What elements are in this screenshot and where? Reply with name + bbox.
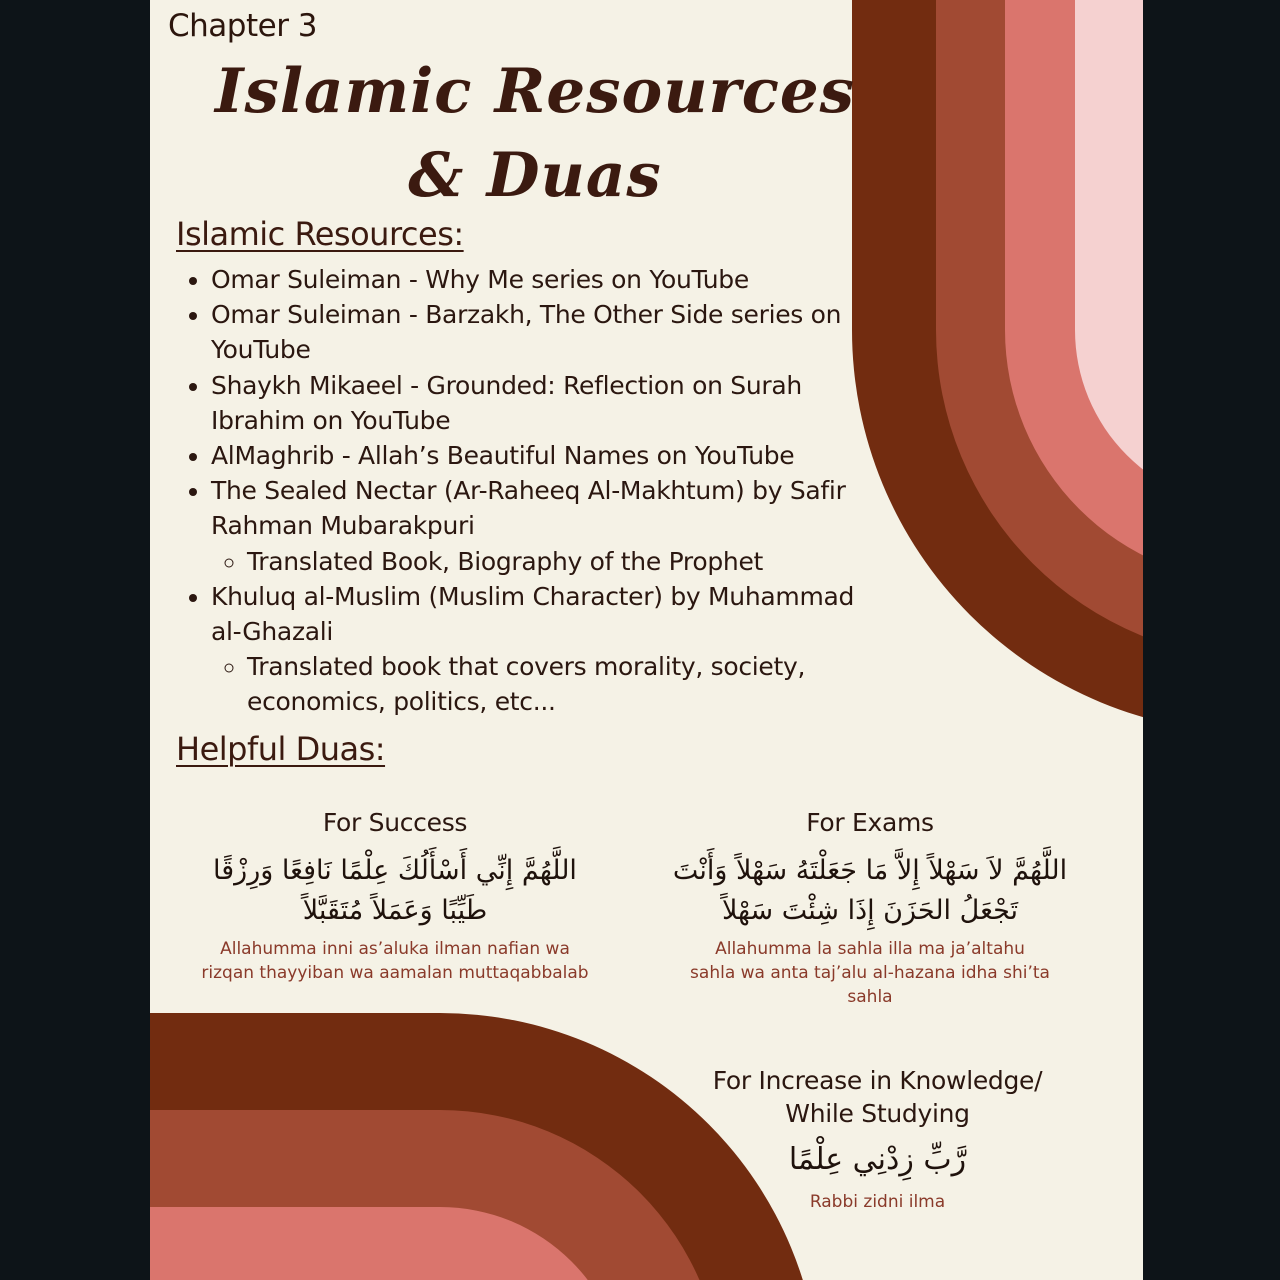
list-item-text: Khuluq al-Muslim (Muslim Character) by Muhammad al-Ghazali — [211, 581, 855, 647]
list-item: • AlMaghrib - Allah’s Beautiful Names on YouTube — [211, 438, 861, 473]
dua-success-transliteration: Allahumma inni as’aluka ilman nafian wa rizqan thayyiban wa aamalan muttaqabbalab — [201, 939, 589, 983]
list-item: • Omar Suleiman - Barzakh, The Other Side series on YouTube — [211, 297, 861, 367]
dua-success — [195, 808, 595, 985]
sub-list-item: ◦ Translated Book, Biography of the Prophet — [247, 544, 861, 579]
dua-success-title: For Success — [322, 808, 468, 837]
sub-list-item: ◦ Translated book that covers morality, society, economics, politics, etc... — [247, 649, 861, 719]
sub-list — [211, 649, 861, 719]
list-item — [211, 473, 861, 579]
dua-knowledge-transliteration: Rabbi zidni ilma — [809, 1192, 946, 1212]
chapter-label: Chapter 3 — [168, 8, 318, 44]
duas-heading: Helpful Duas: — [176, 730, 386, 768]
page-title — [150, 50, 920, 218]
list-item-text: The Sealed Nectar (Ar-Raheeq Al-Makhtum) by Safir Rahman Mubarakpuri — [211, 476, 846, 541]
page — [150, 0, 1143, 1280]
list-item: • Omar Suleiman - Why Me series on YouTube — [211, 262, 861, 297]
dua-knowledge-title-line-2: While Studying — [785, 1099, 970, 1128]
title-line-1: Islamic Resources — [215, 56, 855, 127]
dua-knowledge-title-line-1: For Increase in Knowledge/ — [712, 1066, 1043, 1095]
title-line-2: & Duas — [408, 140, 662, 211]
dua-knowledge — [675, 1066, 1080, 1214]
sub-list — [211, 544, 861, 579]
dua-success-arabic: اللَّهُمَّ إِنِّي أَسْأَلُكَ عِلْمًا نَافِعًا وَرِزْقًا طَيِّبًا وَعَمَلاً مُتَقَبَّلاً — [213, 855, 577, 926]
dua-knowledge-arabic: رَّبِّ زِدْنِي عِلْمًا — [788, 1142, 967, 1177]
resources-heading: Islamic Resources: — [176, 215, 464, 253]
list-item — [211, 579, 861, 720]
dua-exams-arabic: اللَّهُمَّ لاَ سَهْلاً إِلاَّ مَا جَعَلْتَهُ سَهْلاً وَأَنْتَ تَجْعَلُ الحَزَنَ إِذَا شِئْتَ سَهْلاً — [672, 855, 1068, 926]
dua-exams — [650, 808, 1090, 1009]
resources-list — [176, 262, 861, 720]
list-item: • Shaykh Mikaeel - Grounded: Reflection on Surah Ibrahim on YouTube — [211, 368, 861, 438]
dua-exams-title: For Exams — [806, 808, 934, 837]
dua-exams-transliteration: Allahumma la sahla illa ma ja’altahu sahla wa anta taj’alu al-hazana idha shi’ta sahla — [690, 939, 1050, 1007]
